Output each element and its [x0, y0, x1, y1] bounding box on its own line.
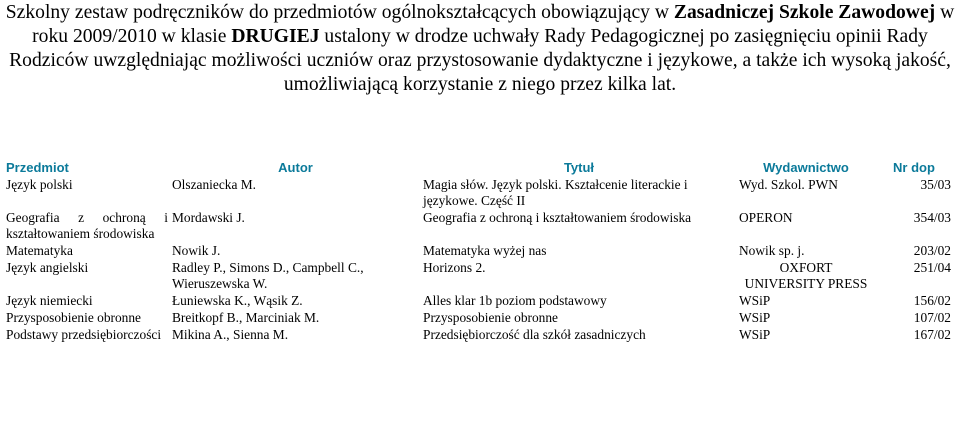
textbook-table: [4, 158, 953, 343]
cell-publisher: Wyd. Szkol. PWN: [739, 177, 838, 192]
cell-publisher: WSiP: [739, 310, 771, 325]
cell-subject: Podstawy przedsiębiorczości: [6, 327, 162, 342]
cell-subject: Język polski: [6, 177, 73, 192]
header-subject: Przedmiot: [6, 160, 69, 175]
table-row: [4, 309, 953, 326]
cell-subject: Język niemiecki: [6, 293, 93, 308]
table-header-row: [4, 158, 953, 176]
header-title: Tytuł: [563, 160, 595, 175]
school-name: Zasadniczej Szkole Zawodowej: [673, 2, 936, 23]
header-publisher: Wydawnictwo: [763, 160, 849, 175]
intro-part-2: w roku 2009/2010 w klasie: [32, 2, 955, 47]
table-row: [4, 292, 953, 309]
cell-title: Magia słów. Język polski. Kształcenie literackie i językowe. Część II: [423, 177, 688, 208]
cell-author: Radley P., Simons D., Campbell C., Wieruszewska W.: [172, 260, 364, 291]
cell-publisher: OXFORT UNIVERSITY PRESS: [744, 260, 868, 291]
cell-title: Matematyka wyżej nas: [423, 243, 547, 258]
cell-subject: Matematyka: [6, 243, 73, 258]
cell-number: 107/02: [913, 310, 951, 325]
cell-title: Przedsiębiorczość dla szkół zasadniczych: [423, 327, 646, 342]
cell-title: Alles klar 1b poziom podstawowy: [423, 293, 607, 308]
cell-number: 35/03: [920, 177, 951, 192]
class-name: DRUGIEJ: [231, 26, 320, 47]
intro-part-1: Szkolny zestaw podręczników do przedmiotów ogólnokształcących obowiązujący w: [5, 2, 674, 23]
header-author: Autor: [278, 160, 313, 175]
cell-subject: Język angielski: [6, 260, 89, 275]
cell-author: Mikina A., Sienna M.: [172, 327, 289, 342]
intro-part-3: ustalony w drodze uchwały Rady Pedagogicznej po zasięgnięciu opinii Rady Rodziców uwzględniając możliwości uczniów oraz przystosowanie dydaktyczne i językowe, a także ich wysoką jakość, umożliwiającą korzystanie z niego przez kilka lat.: [9, 26, 951, 95]
cell-number: 354/03: [913, 210, 951, 225]
table-row: [4, 209, 953, 242]
cell-title: Geografia z ochroną i kształtowaniem środowiska: [423, 210, 692, 225]
cell-title: Horizons 2.: [423, 260, 486, 275]
cell-number: 203/02: [913, 243, 951, 258]
table-row: [4, 259, 953, 292]
table-row: [4, 176, 953, 209]
cell-author: Breitkopf B., Marciniak M.: [172, 310, 320, 325]
cell-author: Olszaniecka M.: [172, 177, 257, 192]
cell-author: Nowik J.: [172, 243, 221, 258]
cell-number: 156/02: [913, 293, 951, 308]
table-row: [4, 326, 953, 343]
intro-paragraph: [0, 0, 960, 97]
cell-number: 167/02: [913, 327, 951, 342]
cell-author: Łuniewska K., Wąsik Z.: [172, 293, 303, 308]
cell-publisher: OPERON: [739, 210, 793, 225]
cell-publisher: WSiP: [739, 327, 771, 342]
cell-publisher: Nowik sp. j.: [739, 243, 805, 258]
cell-subject: Geografia z ochroną i kształtowaniem środowiska: [6, 210, 168, 241]
header-number: Nr dop: [893, 160, 935, 175]
cell-title: Przysposobienie obronne: [423, 310, 558, 325]
table-row: [4, 242, 953, 259]
cell-publisher: WSiP: [739, 293, 771, 308]
cell-author: Mordawski J.: [172, 210, 245, 225]
cell-number: 251/04: [913, 260, 951, 275]
cell-subject: Przysposobienie obronne: [6, 310, 141, 325]
